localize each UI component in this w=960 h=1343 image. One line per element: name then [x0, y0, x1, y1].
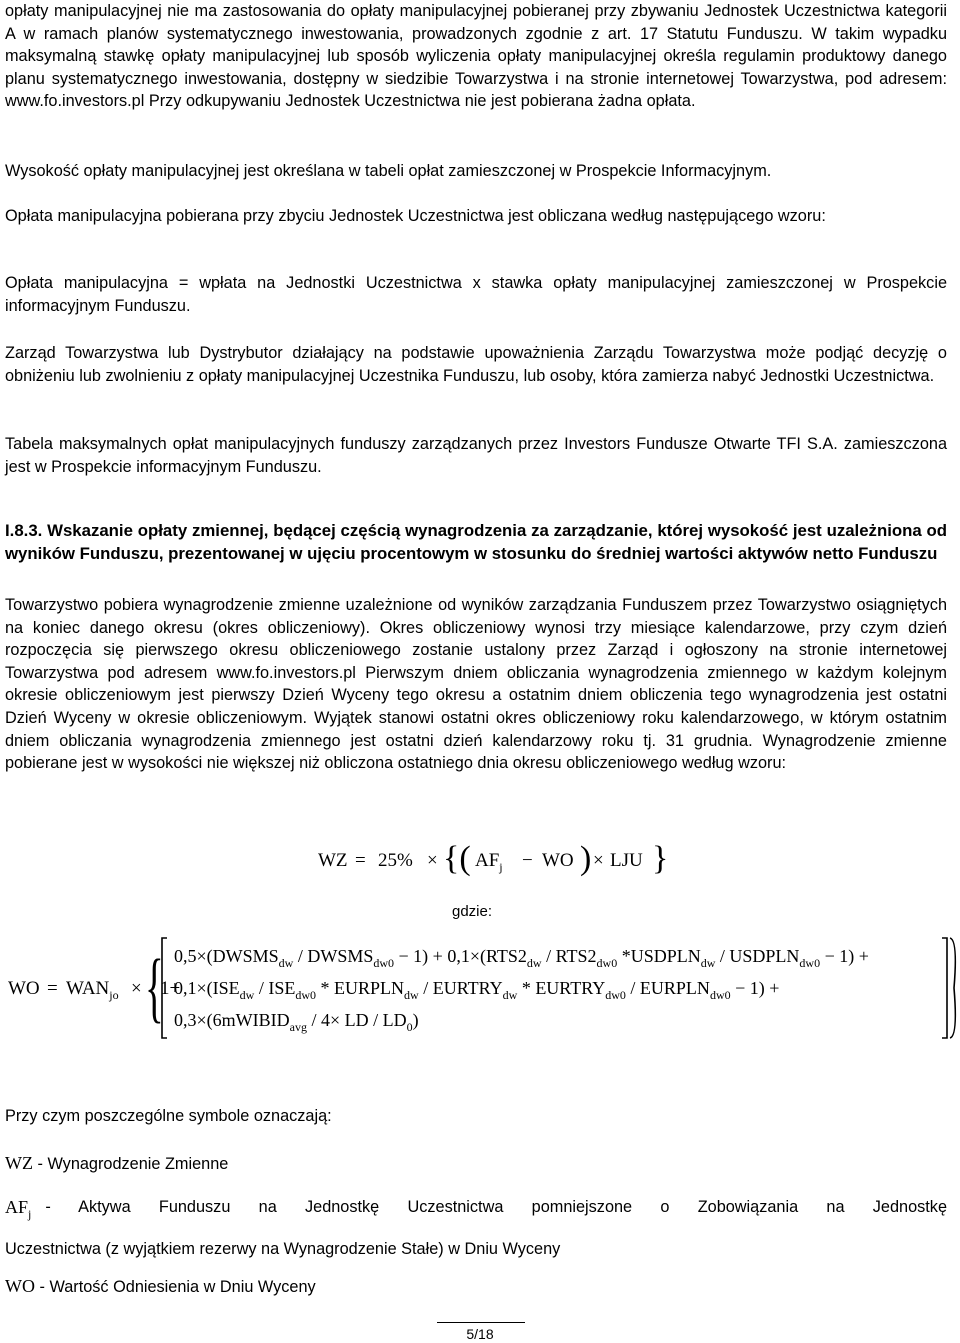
wo-line-2: $0,1\times(ISE_{dw} / ISE_{dw0}$ * $EURPLN_{dw}$ / $EURTRY_{dw}$ * $EURTRY_{dw0}$ / $EURPLN_{dw0} - 1$) +: [174, 978, 780, 1002]
wz-close-paren: ): [580, 840, 592, 877]
paragraph-fee-formula: Opłata manipulacyjna = wpłata na Jednostki Uczestnictwa x stawka opłaty manipulacyjnej zamieszczonej w Prospekcie informacyjnym Funduszu.: [5, 274, 947, 315]
symbol-af-desc: - Aktywa Funduszu na Jednostkę Uczestnictwa pomniejszone o Zobowiązania na Jednostkę: [45, 1198, 947, 1216]
wo-line-1: $0,5\times(DWSMS_{dw}$ / $DWSMS_{dw0} - 1) + 0,1\times(RTS2_{dw} / RTS2_{dw0}$ $*USDPLN_{dw}$ / $USDPLN_{dw0} - 1$) +: [174, 946, 869, 970]
wz-times-2: ×: [593, 850, 604, 871]
paragraph-max-table: Tabela maksymalnych opłat manipulacyjnych funduszy zarządzanych przez Investors Fundusze Otwarte TFI S.A. zamieszczona jest w Prospekcie informacyjnym Funduszu.: [5, 435, 947, 476]
symbol-wz: WZ: [5, 1153, 33, 1173]
gdzie-label: gdzie:: [452, 903, 493, 920]
symbol-af: AF: [5, 1197, 29, 1217]
wz-open-brace: {(: [443, 840, 471, 877]
section-heading: I.8.3. Wskazanie opłaty zmiennej, będącej częścią wynagrodzenia za zarządzanie, której wysokość jest uzależniona od wyników Funduszu, prezentowanej w ujęciu procentowym w stosunku do średniej wartości aktywów netto Funduszu: [5, 520, 947, 564]
page-number: 5/18: [466, 1326, 494, 1342]
symbol-af-row: $AF_j$ - Aktywa Funduszu na Jednostkę Uczestnictwa pomniejszone o Zobowiązania na Jednostkę: [5, 1196, 947, 1226]
wz-percent: 25%: [378, 850, 413, 871]
wo-line-3: 0,3×(6mWIBID$_{avg}$ / 4× LD / $LD_0$): [174, 1010, 419, 1034]
symbol-wz-desc: - Wynagrodzenie Zmienne: [37, 1155, 229, 1173]
wz-close-brace: }: [652, 840, 669, 877]
wz-symbol: WZ: [318, 850, 348, 871]
paragraph-board: Zarząd Towarzystwa lub Dystrybutor działający na podstawie upoważnienia Zarządu Towarzystwa może podjąć decyzję o obniżeniu lub zwolnieniu z opłaty manipulacyjnej Uczestnika Funduszu, lub osoby, która zamierza nabyć Jednostki Uczestnictwa.: [5, 344, 947, 385]
wo-wan: $WAN_{jo}$: [66, 978, 119, 1002]
paragraph-fee-table: Wysokość opłaty manipulacyjnej jest określana w tabeli opłat zamieszczonej w Prospekcie Informacyjnym.: [5, 162, 772, 180]
wo-equals: =: [47, 978, 58, 999]
symbols-intro: Przy czym poszczególne symbole oznaczają:: [5, 1107, 332, 1125]
paragraph-intro: opłaty manipulacyjnej nie ma zastosowania do opłaty manipulacyjnej pobieranej przy zbywaniu Jednostek Uczestnictwa kategorii A w ramach planów systematycznego inwestowania, prowadzonych zgodnie z art. 17 Statutu Funduszu. W takim wypadku maksymalną stawkę opłaty manipulacyjnej lub sposób wyliczenia opłaty manipulacyjnej określa regulamin produktowy danego planu systematycznego inwestowania, dostępny w siedzibie Towarzystwa i na stronie internetowej Towarzystwa, pod adresem: www.fo.investors.pl Przy odkupywaniu Jednostek Uczestnictwa nie jest pobierana żadna opłata.: [5, 2, 947, 111]
symbol-wz-row: [5, 1152, 947, 1176]
symbol-wo: WO: [5, 1276, 35, 1296]
wo-times: ×: [131, 978, 142, 999]
wz-minus: −: [522, 850, 533, 871]
wz-af: $AF_j$: [475, 850, 503, 874]
wo-one-plus: 1+: [160, 978, 181, 999]
paragraph-fee-calc: Opłata manipulacyjna pobierana przy zbyciu Jednostek Uczestnictwa jest obliczana według następującego wzoru:: [5, 207, 826, 225]
wz-times: ×: [427, 850, 438, 871]
symbol-wo-row: [5, 1275, 947, 1299]
wz-lju: LJU: [610, 850, 643, 871]
wo-left-brace: {: [145, 943, 164, 1030]
footer-divider: [437, 1322, 525, 1323]
symbol-af-desc-cont: Uczestnictwa (z wyjątkiem rezerwy na Wynagrodzenie Stałe) w Dniu Wyceny: [5, 1240, 561, 1258]
symbol-wo-desc: - Wartość Odniesienia w Dniu Wyceny: [39, 1278, 316, 1296]
wz-equals: =: [355, 850, 366, 871]
paragraph-variable-fee: Towarzystwo pobiera wynagrodzenie zmienne uzależnione od wyników zarządzania Funduszem przez Towarzystwo osiągniętych na koniec danego okresu (okres obliczeniowy). Okres obliczeniowy wynosi trzy miesiące kalendarzowe, przy czym dzień rozpoczęcia się pierwszego okresu obliczeniowego zostanie ustalony przez Zarząd i ogłoszony na stronie internetowej Towarzystwa pod adresem www.fo.investors.pl Pierwszym dniem obliczania wynagrodzenia zmiennego w każdym kolejnym okresie obliczeniowym jest pierwszy Dzień Wyceny tego okresu a ostatnim dniem obliczenia tego wynagrodzenia jest ostatni Dzień Wyceny w okresie obliczeniowym. Wyjątek stanowi ostatni okres obliczeniowy roku kalendarzowego, w którym ostatnim dniem obliczania wynagrodzenia zmiennego jest ostatni dzień kalendarzowy roku tj. 31 grudnia. Wynagrodzenie zmienne pobierane jest w wysokości nie większej niż obliczona ostatniego dnia okresu obliczeniowego według wzoru:: [5, 596, 947, 773]
wz-wo: WO: [542, 850, 574, 871]
wo-symbol: WO: [8, 978, 40, 999]
